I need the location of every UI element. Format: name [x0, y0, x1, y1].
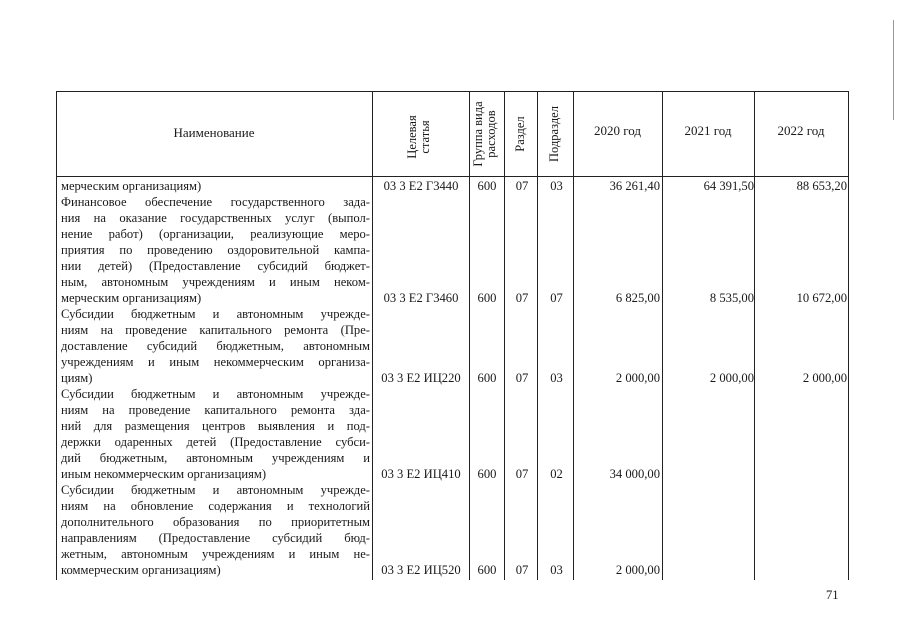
col-border	[848, 91, 849, 580]
row-code: 03 3 Е2 ИЦ520	[381, 563, 461, 577]
table-top-border	[56, 91, 848, 92]
row-2021: 64 391,50	[703, 179, 754, 193]
col-border	[469, 91, 470, 580]
name-line: ным, автономным учреждениям и иным неком-	[61, 275, 370, 289]
name-line: Финансовое обеспечение государственного зада-	[61, 195, 370, 209]
header-subsection: Подраздел	[547, 106, 561, 162]
row-2020: 6 825,00	[615, 291, 660, 305]
row-2021: 8 535,00	[709, 291, 754, 305]
header-bottom-border	[56, 176, 848, 177]
name-line: ния на оказание государственных услуг (выпол-	[61, 211, 370, 225]
col-border	[573, 91, 574, 580]
name-line: ний для размещения центров выявления и под-	[61, 419, 370, 433]
row-section: 07	[515, 291, 529, 305]
name-line: ниям на проведение капитального ремонта зда-	[61, 403, 370, 417]
name-line: Субсидии бюджетным и автономным учрежде-	[61, 483, 370, 497]
row-section: 07	[515, 563, 529, 577]
name-line: дополнительного образования по приоритетным	[61, 515, 370, 529]
name-line: нение работ) (организации, реализующие меро-	[61, 227, 370, 241]
name-line: приятия по проведению оздоровительной кампа-	[61, 243, 370, 257]
name-line: Субсидии бюджетным и автономным учрежде-	[61, 307, 370, 321]
row-group: 600	[477, 371, 497, 385]
name-line: нии детей) (Предоставление субсидий бюджет-	[61, 259, 370, 273]
row-code: 03 3 Е2 Г3440	[383, 179, 459, 193]
row-group: 600	[477, 179, 497, 193]
row-section: 07	[515, 179, 529, 193]
name-line: мерческим организациям)	[61, 179, 202, 193]
name-line: Субсидии бюджетным и автономным учрежде-	[61, 387, 370, 401]
name-line: направлениям (Предоставление субсидий бюд-	[61, 531, 370, 545]
row-group: 600	[477, 467, 497, 481]
name-line: держки одаренных детей (Предоставление субси-	[61, 435, 370, 449]
name-line: учреждениям и иным некоммерческим организа-	[61, 355, 370, 369]
row-section: 07	[515, 371, 529, 385]
name-line: доставление субсидий бюджетным, автономным	[61, 339, 370, 353]
name-line: мерческим организациям)	[61, 291, 202, 305]
name-line: циям)	[61, 371, 93, 385]
name-line: коммерческим организациям)	[61, 563, 221, 577]
col-border	[372, 91, 373, 580]
row-2020: 2 000,00	[615, 563, 660, 577]
row-code: 03 3 Е2 ИЦ220	[381, 371, 461, 385]
row-2021: 2 000,00	[709, 371, 754, 385]
col-border	[662, 91, 663, 580]
row-subsection: 03	[550, 563, 563, 577]
scan-margin-line	[893, 20, 894, 120]
name-line: иным некоммерческим организациям)	[61, 467, 267, 481]
row-code: 03 3 Е2 Г3460	[383, 291, 459, 305]
name-line: дий бюджетным, автономным учреждениям и	[61, 451, 370, 465]
name-line: жетным, автономным учреждениям и иным не-	[61, 547, 370, 561]
row-section: 07	[515, 467, 529, 481]
col-border	[537, 91, 538, 580]
col-border	[504, 91, 505, 580]
row-2022: 10 672,00	[796, 291, 847, 305]
row-group: 600	[477, 563, 497, 577]
name-line: ниям на обновление содержания и технологий	[61, 499, 370, 513]
page-number: 71	[826, 588, 839, 602]
row-code: 03 3 Е2 ИЦ410	[381, 467, 461, 481]
header-name: Наименование	[173, 125, 255, 140]
row-2020: 34 000,00	[609, 467, 660, 481]
row-2022: 88 653,20	[796, 179, 847, 193]
row-2020: 36 261,40	[609, 179, 660, 193]
header-2021: 2021 год	[684, 123, 732, 138]
header-group: Группа вида расходов	[471, 101, 498, 167]
row-subsection: 03	[550, 179, 563, 193]
header-2022: 2022 год	[777, 123, 825, 138]
row-subsection: 02	[550, 467, 563, 481]
row-subsection: 07	[550, 291, 563, 305]
header-code: Целевая статья	[405, 115, 432, 159]
col-border	[754, 91, 755, 580]
header-section: Раздел	[513, 116, 527, 152]
col-border	[56, 91, 57, 580]
row-2022: 2 000,00	[802, 371, 847, 385]
name-line: ниям на проведение капитального ремонта (Пре-	[61, 323, 370, 337]
row-subsection: 03	[550, 371, 563, 385]
row-2020: 2 000,00	[615, 371, 660, 385]
header-2020: 2020 год	[594, 123, 641, 138]
row-group: 600	[477, 291, 497, 305]
